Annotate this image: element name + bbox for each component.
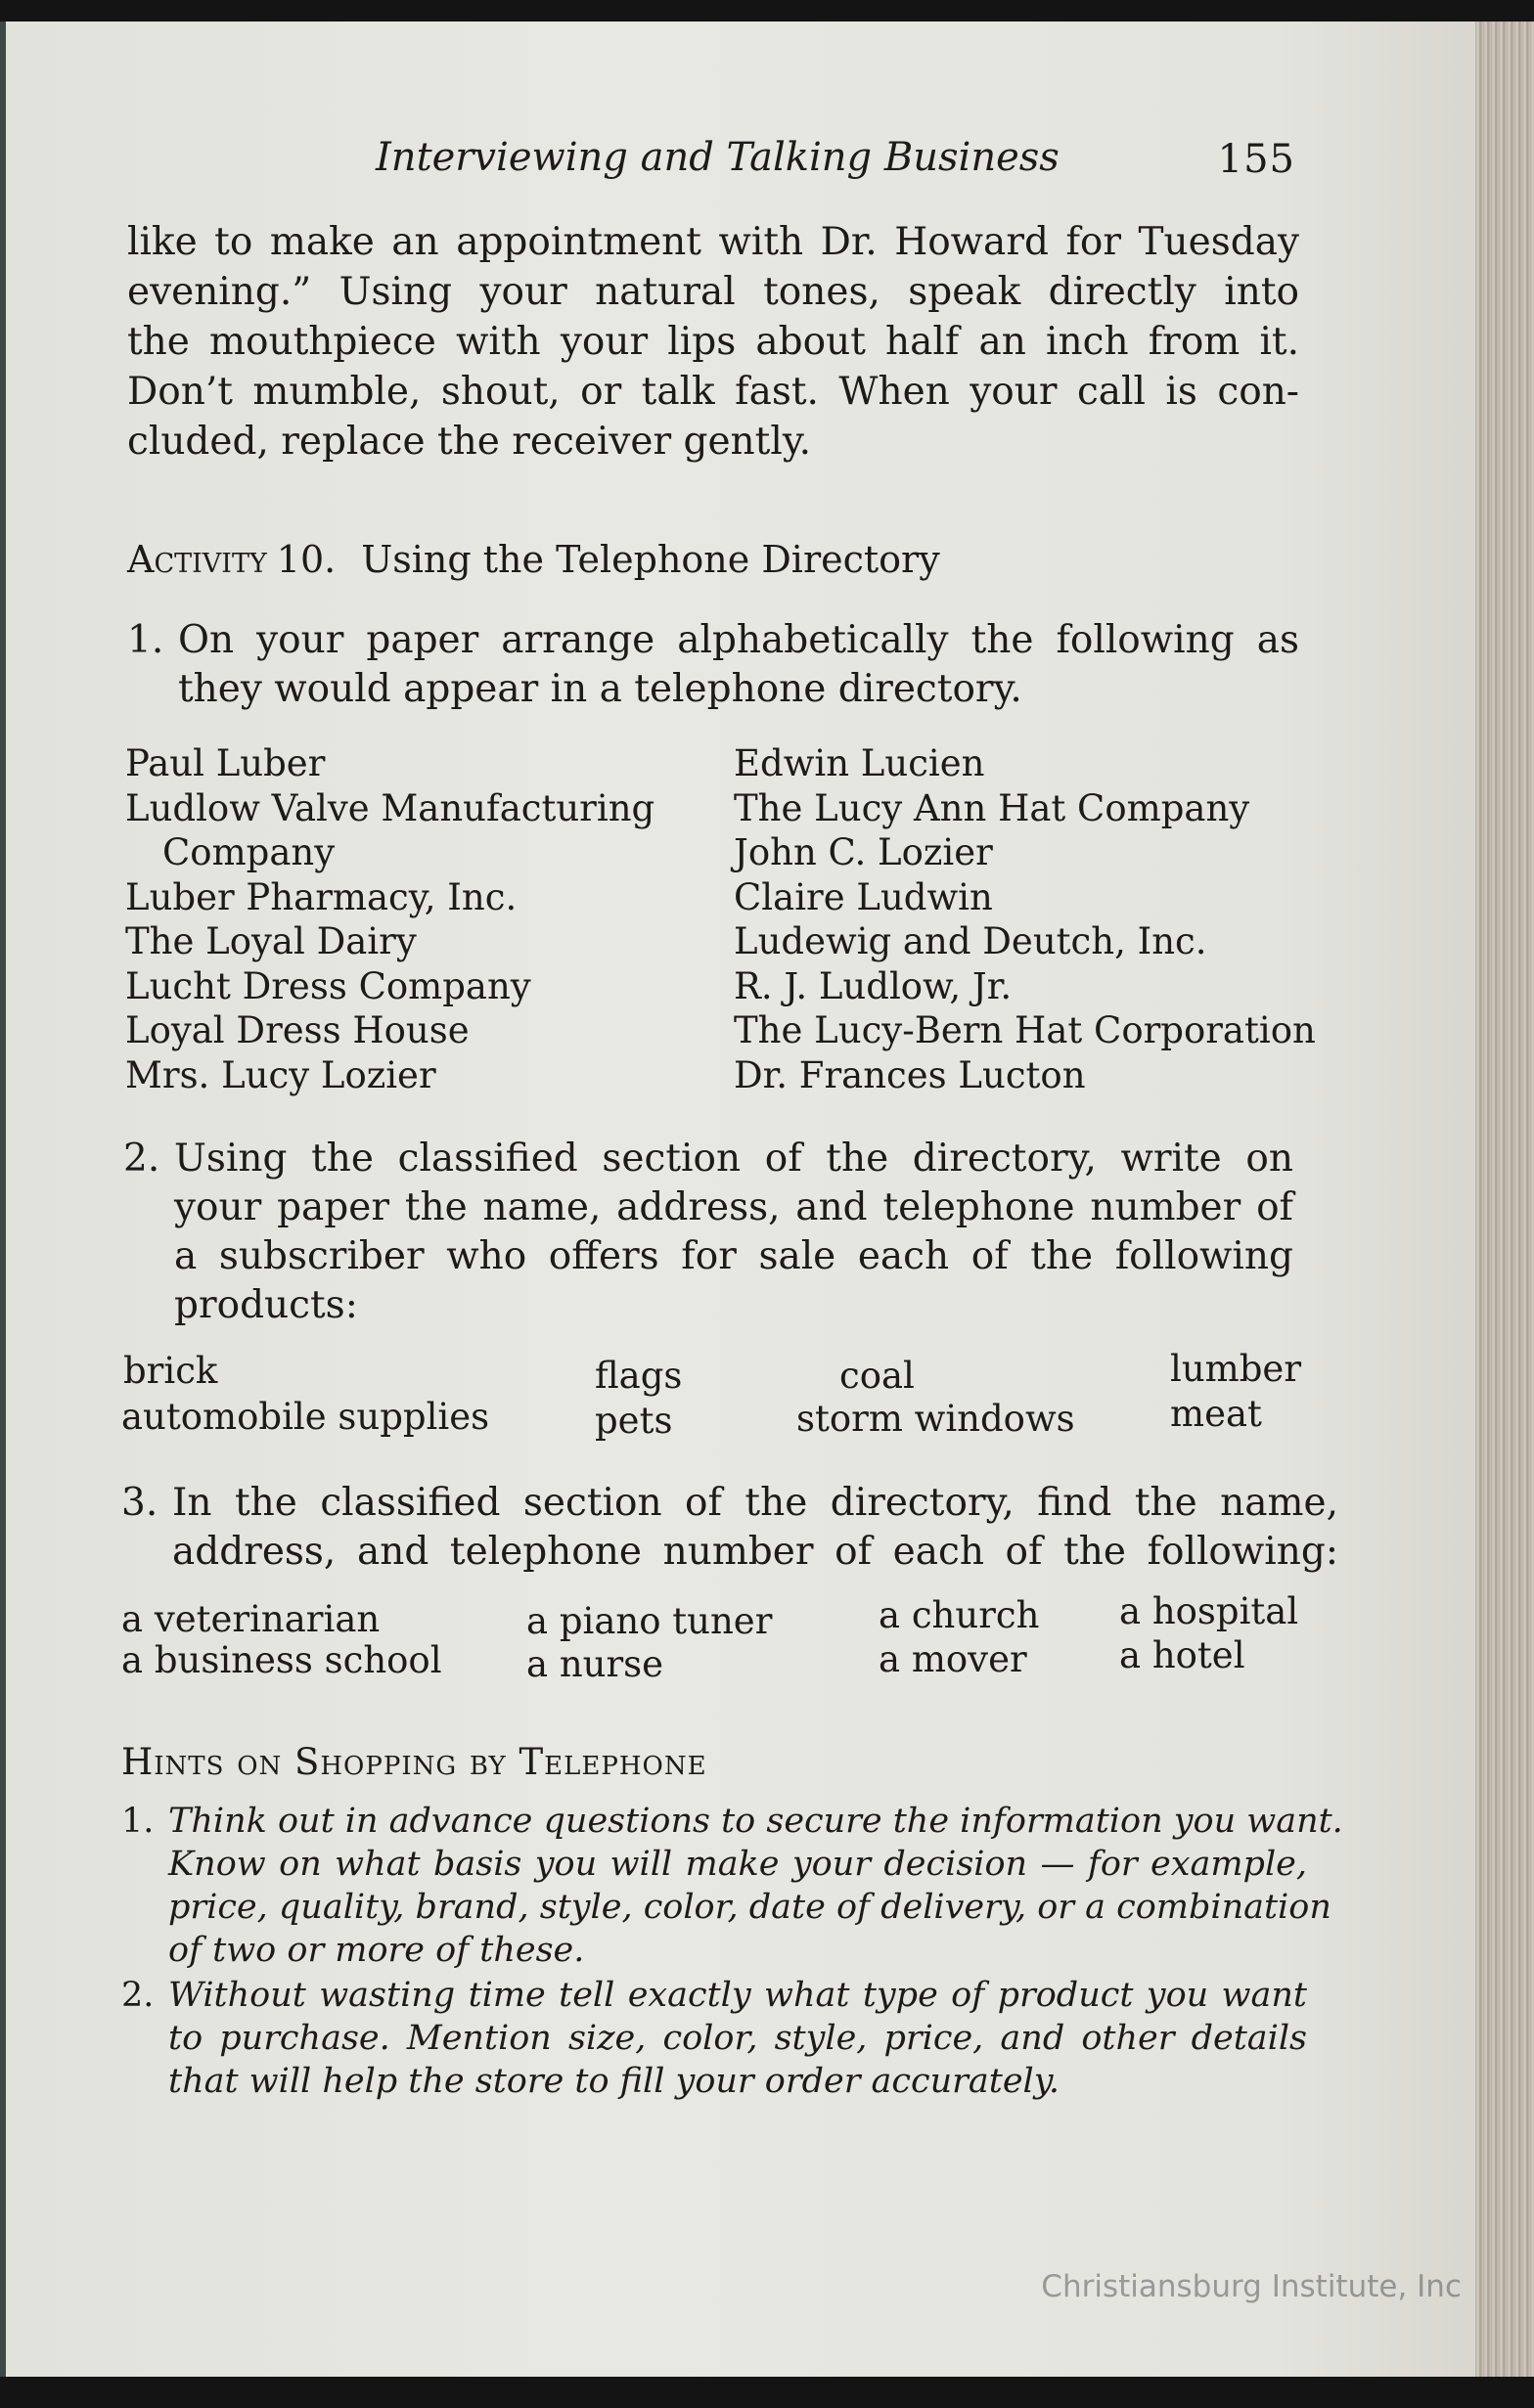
names-list-right: [734, 741, 1316, 1097]
text-line: address, and telephone number of each of the following:: [172, 1530, 1338, 1574]
text-line: Without wasting time tell exactly what type of product you want: [168, 1976, 1307, 2015]
list-item: Paul Luber: [125, 742, 326, 784]
product-item: meat: [1170, 1393, 1262, 1435]
list-item: Luber Pharmacy, Inc.: [125, 875, 518, 918]
running-header: [376, 135, 1295, 194]
book-spine: [0, 22, 6, 2377]
text-line: like to make an appointment with Dr. Howard for Tuesday: [127, 220, 1299, 264]
activity-title: Using the Telephone Directory: [361, 538, 940, 581]
list-item: The Lucy Ann Hat Company: [734, 786, 1250, 829]
hint-number: 1.: [121, 1802, 155, 1841]
hints-heading: Hints on Shopping by Telephone: [121, 1741, 707, 1783]
text-line: evening.” Using your natural tones, speak directly into: [127, 270, 1299, 314]
product-item: storm windows: [796, 1398, 1075, 1440]
text-line: products:: [174, 1283, 358, 1327]
list-item: Edwin Lucien: [734, 742, 985, 784]
list-item: Ludlow Valve Manufacturing: [125, 786, 655, 829]
text-line: cluded, replace the receiver gently.: [127, 420, 812, 464]
text-line: Using the classified section of the directory, write on: [174, 1137, 1293, 1181]
list-item: Dr. Frances Lucton: [734, 1053, 1086, 1096]
question-number: 3.: [121, 1481, 158, 1525]
intro-paragraph: [127, 217, 1299, 467]
list-item: Claire Ludwin: [734, 875, 993, 918]
question-text: [172, 1479, 1338, 1577]
text-line: of two or more of these.: [168, 1931, 585, 1970]
page-edges: [1475, 22, 1534, 2377]
list-item: Lucht Dress Company: [125, 964, 531, 1007]
hint-number: 2.: [121, 1976, 155, 2015]
text-line: On your paper arrange alphabetically the following as: [178, 618, 1299, 662]
activity-heading: [127, 538, 940, 581]
product-item: brick: [123, 1350, 218, 1392]
list-item: Ludewig and Deutch, Inc.: [734, 920, 1207, 962]
text-line: Don’t mumble, shout, or talk fast. When your call is con-: [127, 370, 1299, 414]
directory-item: a hospital: [1119, 1590, 1299, 1632]
list-item: John C. Lozier: [734, 831, 993, 873]
list-item: The Loyal Dairy: [125, 920, 417, 962]
directory-item: a nurse: [526, 1643, 664, 1685]
text-line: Think out in advance questions to secure the information you want.: [168, 1802, 1343, 1841]
directory-item: a hotel: [1119, 1634, 1245, 1676]
running-header-title: Interviewing and Talking Business: [376, 135, 1060, 180]
list-item: The Lucy-Bern Hat Corporation: [734, 1009, 1316, 1051]
product-item: automobile supplies: [121, 1396, 490, 1438]
activity-label: Activity: [127, 538, 267, 581]
text-line: that will help the store to fill your order accurately.: [168, 2062, 1060, 2101]
list-item: Mrs. Lucy Lozier: [125, 1053, 436, 1096]
hint-text: [168, 1800, 1343, 1972]
list-item: Company: [162, 831, 336, 873]
watermark: Christiansburg Institute, Inc: [1041, 2269, 1462, 2304]
list-item: Loyal Dress House: [125, 1009, 470, 1051]
question-number: 1.: [127, 618, 164, 662]
hint-text: [168, 1974, 1307, 2103]
activity-number: 10.: [276, 538, 337, 581]
text-line: price, quality, brand, style, color, date of delivery, or a combination: [168, 1888, 1331, 1927]
question-text: [174, 1135, 1293, 1330]
text-line: a subscriber who offers for sale each of the following: [174, 1234, 1293, 1278]
page-number: 155: [1217, 137, 1295, 182]
product-item: coal: [839, 1355, 915, 1397]
text-line: In the classified section of the directory, find the name,: [172, 1481, 1338, 1525]
product-item: pets: [595, 1400, 673, 1442]
question-text: [178, 616, 1299, 714]
directory-item: a business school: [121, 1639, 442, 1681]
question-number: 2.: [123, 1137, 160, 1181]
names-list-left: [125, 741, 654, 1097]
text-line: to purchase. Mention size, color, style, price, and other details: [168, 2019, 1307, 2058]
product-item: flags: [595, 1355, 683, 1397]
directory-item: a mover: [879, 1638, 1027, 1680]
product-item: lumber: [1170, 1348, 1302, 1390]
directory-item: a veterinarian: [121, 1598, 381, 1640]
list-item: R. J. Ludlow, Jr.: [734, 964, 1013, 1007]
text-line: Know on what basis you will make your decision — for example,: [168, 1845, 1307, 1884]
directory-item: a church: [879, 1594, 1040, 1636]
directory-item: a piano tuner: [526, 1600, 773, 1642]
text-line: they would appear in a telephone directory.: [178, 667, 1022, 711]
text-line: the mouthpiece with your lips about half an inch from it.: [127, 320, 1299, 364]
text-line: your paper the name, address, and telephone number of: [174, 1185, 1293, 1229]
